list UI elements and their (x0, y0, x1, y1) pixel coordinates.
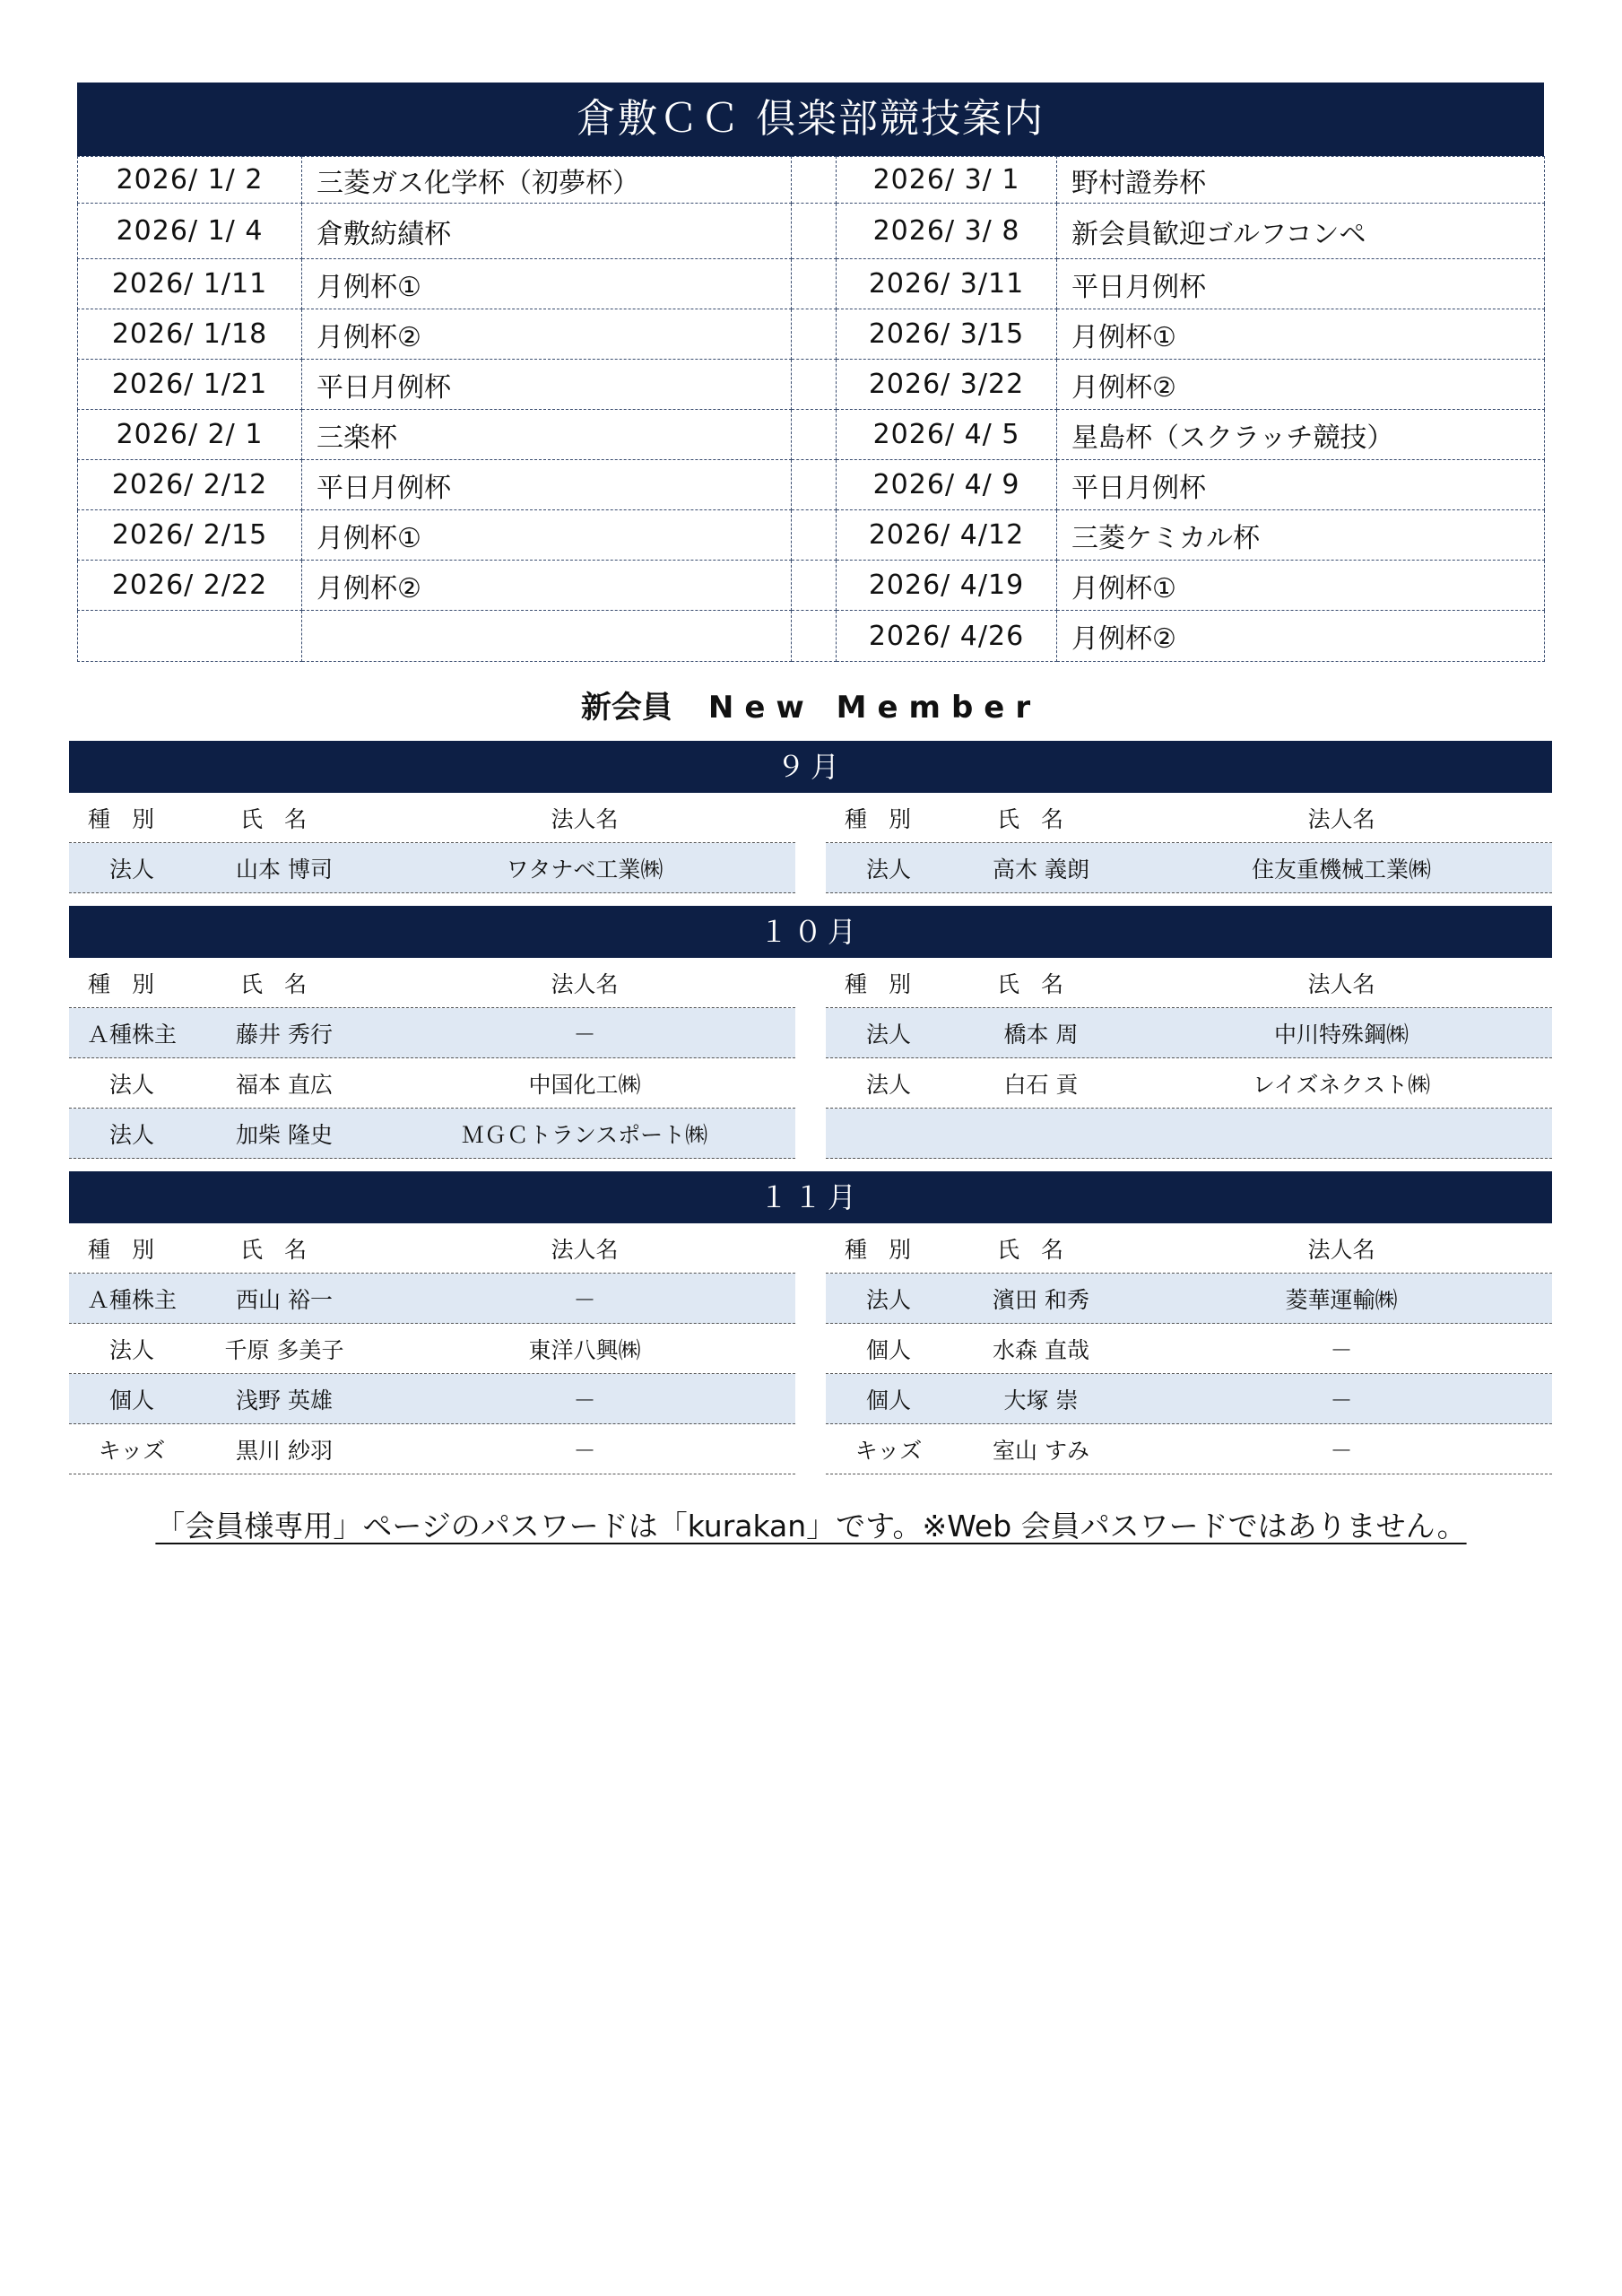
member-type: 法人 (108, 1121, 154, 1148)
header-company: 法人名 (1307, 970, 1375, 997)
member-header-row (826, 793, 1552, 843)
member-type: 法人 (865, 1021, 911, 1048)
member-company: － (573, 1387, 596, 1413)
member-type: 法人 (865, 1071, 911, 1098)
member-company: レイズネクスト㈱ (1252, 1071, 1431, 1098)
competition-schedule (77, 83, 1544, 662)
member-name: 水森 直哉 (993, 1336, 1089, 1363)
competition-row (78, 309, 1545, 360)
member-type: キッズ (98, 1437, 166, 1464)
member-row (826, 1274, 1552, 1324)
competition-event: 星島杯（スクラッチ競技） (1057, 410, 1545, 460)
competition-row (78, 460, 1545, 510)
header-company: 法人名 (1307, 1236, 1375, 1263)
header-type: 種別 (87, 970, 176, 997)
member-row (826, 1008, 1552, 1058)
competition-date: 2026/ 4/19 (837, 561, 1057, 611)
member-type: 個人 (108, 1387, 154, 1413)
new-member-heading-en: New Member (707, 690, 1042, 726)
new-member-list (69, 741, 1552, 1474)
member-name: 西山 裕一 (236, 1286, 333, 1313)
member-name: 千原 多美子 (224, 1336, 344, 1363)
header-name: 氏名 (239, 970, 328, 997)
header-name: 氏名 (996, 1236, 1085, 1263)
competition-row (78, 611, 1545, 662)
member-column-left (69, 1223, 795, 1474)
header-company: 法人名 (551, 805, 619, 832)
competition-date: 2026/ 4/26 (837, 611, 1057, 662)
competition-event: 平日月例杯 (1057, 259, 1545, 309)
competition-spacer (792, 259, 837, 309)
member-row (826, 1109, 1552, 1159)
member-row (826, 1374, 1552, 1424)
member-type: 法人 (108, 1336, 154, 1363)
member-type: 法人 (108, 856, 154, 883)
member-company: － (573, 1437, 596, 1464)
member-row (69, 1109, 795, 1159)
member-company: － (1330, 1336, 1353, 1363)
member-row (69, 1008, 795, 1058)
member-row (69, 1374, 795, 1424)
header-type: 種別 (844, 1236, 932, 1263)
competition-event: 月例杯② (302, 561, 792, 611)
competition-event: 野村證券杯 (1057, 157, 1545, 204)
month-section (69, 906, 1552, 1159)
member-type: 法人 (865, 856, 911, 883)
header-type: 種別 (844, 805, 932, 832)
member-type: 個人 (865, 1336, 911, 1363)
member-company: － (1330, 1387, 1353, 1413)
member-header-row (69, 1223, 795, 1274)
competition-row (78, 561, 1545, 611)
competition-date: 2026/ 1/ 2 (78, 157, 302, 204)
member-column-right (826, 1223, 1552, 1474)
member-company: － (1330, 1437, 1353, 1464)
password-note-text: 「会員様専用」ページのパスワードは「kurakan」です。※Web 会員パスワードではありません。 (155, 1509, 1467, 1544)
header-name: 氏名 (239, 805, 328, 832)
competition-event: 平日月例杯 (302, 360, 792, 410)
competition-event: 月例杯② (1057, 360, 1545, 410)
member-row (826, 1424, 1552, 1474)
member-type: Ａ種株主 (86, 1286, 177, 1313)
competition-spacer (792, 204, 837, 259)
competition-date: 2026/ 2/12 (78, 460, 302, 510)
header-type: 種別 (844, 970, 932, 997)
competition-spacer (792, 460, 837, 510)
member-row (69, 1324, 795, 1374)
member-type: 法人 (865, 1286, 911, 1313)
competition-event (302, 611, 792, 662)
member-row (69, 843, 795, 893)
competition-row (78, 157, 1545, 204)
member-company: 菱華運輸㈱ (1285, 1286, 1398, 1313)
competition-event: 三菱ガス化学杯（初夢杯） (302, 157, 792, 204)
member-name: 橋本 周 (1003, 1021, 1079, 1048)
competition-spacer (792, 510, 837, 561)
member-name: 白石 貢 (1003, 1071, 1079, 1098)
competition-date: 2026/ 4/ 5 (837, 410, 1057, 460)
competition-date: 2026/ 3/ 1 (837, 157, 1057, 204)
competition-date: 2026/ 3/11 (837, 259, 1057, 309)
competition-date: 2026/ 1/21 (78, 360, 302, 410)
header-company: 法人名 (1307, 805, 1375, 832)
member-row (826, 1324, 1552, 1374)
month-section (69, 1171, 1552, 1474)
competition-event: 月例杯① (302, 510, 792, 561)
competition-date: 2026/ 3/15 (837, 309, 1057, 360)
header-company: 法人名 (551, 970, 619, 997)
new-member-heading (0, 683, 1622, 732)
new-member-heading-jp: 新会員 (580, 690, 672, 726)
competition-row (78, 510, 1545, 561)
competition-event: 月例杯② (1057, 611, 1545, 662)
competition-spacer (792, 561, 837, 611)
competition-spacer (792, 410, 837, 460)
competition-date: 2026/ 1/18 (78, 309, 302, 360)
member-row (69, 1058, 795, 1109)
member-company: － (573, 1021, 596, 1048)
header-company: 法人名 (551, 1236, 619, 1263)
competition-date: 2026/ 2/15 (78, 510, 302, 561)
competition-event: 月例杯② (302, 309, 792, 360)
header-type: 種別 (87, 1236, 176, 1263)
member-name: 山本 博司 (236, 856, 333, 883)
member-type: 個人 (865, 1387, 911, 1413)
member-row (69, 1274, 795, 1324)
competition-date: 2026/ 3/22 (837, 360, 1057, 410)
member-name: 室山 すみ (993, 1437, 1089, 1464)
competition-row (78, 410, 1545, 460)
header-name: 氏名 (239, 1236, 328, 1263)
member-header-row (69, 793, 795, 843)
member-row (826, 843, 1552, 893)
competition-spacer (792, 611, 837, 662)
member-column-left (69, 793, 795, 893)
member-name: 黒川 紗羽 (236, 1437, 333, 1464)
member-name: 福本 直広 (236, 1071, 333, 1098)
month-label: １１月 (69, 1171, 1552, 1223)
competition-event: 新会員歓迎ゴルフコンペ (1057, 204, 1545, 259)
competition-event: 月例杯① (1057, 561, 1545, 611)
member-type: Ａ種株主 (86, 1021, 177, 1048)
month-label: ９月 (69, 741, 1552, 793)
competition-event: 倉敷紡績杯 (302, 204, 792, 259)
member-header-row (826, 1223, 1552, 1274)
member-name: 浅野 英雄 (236, 1387, 333, 1413)
member-row (69, 1424, 795, 1474)
competition-date: 2026/ 1/11 (78, 259, 302, 309)
member-column-right (826, 958, 1552, 1159)
competition-date: 2026/ 3/ 8 (837, 204, 1057, 259)
competition-date: 2026/ 2/ 1 (78, 410, 302, 460)
member-type: キッズ (854, 1437, 923, 1464)
member-name: 加柴 隆史 (236, 1121, 333, 1148)
competition-event: 月例杯① (302, 259, 792, 309)
competition-row (78, 360, 1545, 410)
competition-spacer (792, 360, 837, 410)
competition-table (77, 156, 1545, 662)
month-label: １０月 (69, 906, 1552, 958)
member-header-row (69, 958, 795, 1008)
member-company: ワタナベ工業㈱ (506, 856, 664, 883)
competition-event: 三楽杯 (302, 410, 792, 460)
member-company: 中国化工㈱ (528, 1071, 641, 1098)
password-note (0, 1503, 1622, 1545)
member-company: － (573, 1286, 596, 1313)
competition-date: 2026/ 1/ 4 (78, 204, 302, 259)
header-type: 種別 (87, 805, 176, 832)
member-name: 藤井 秀行 (236, 1021, 333, 1048)
member-company: 住友重機械工業㈱ (1251, 856, 1431, 883)
member-name: 大塚 崇 (1003, 1387, 1079, 1413)
competition-event: 月例杯① (1057, 309, 1545, 360)
member-name: 高木 義朗 (993, 856, 1089, 883)
member-company: 中川特殊鋼㈱ (1273, 1021, 1409, 1048)
competition-event: 平日月例杯 (302, 460, 792, 510)
header-name: 氏名 (996, 805, 1085, 832)
competition-event: 平日月例杯 (1057, 460, 1545, 510)
competition-date: 2026/ 4/ 9 (837, 460, 1057, 510)
header-name: 氏名 (996, 970, 1085, 997)
month-section (69, 741, 1552, 893)
competition-row (78, 204, 1545, 259)
member-row (826, 1058, 1552, 1109)
member-column-left (69, 958, 795, 1159)
member-header-row (826, 958, 1552, 1008)
competition-date: 2026/ 4/12 (837, 510, 1057, 561)
member-name: 濱田 和秀 (993, 1286, 1089, 1313)
competition-spacer (792, 157, 837, 204)
member-company: ＭＧＣトランスポート㈱ (461, 1121, 708, 1148)
competition-date (78, 611, 302, 662)
competition-date: 2026/ 2/22 (78, 561, 302, 611)
competition-title: 倉敷ＣＣ 倶楽部競技案内 (77, 83, 1544, 156)
competition-event: 三菱ケミカル杯 (1057, 510, 1545, 561)
member-company: 東洋八興㈱ (528, 1336, 641, 1363)
member-type: 法人 (108, 1071, 154, 1098)
member-column-right (826, 793, 1552, 893)
competition-spacer (792, 309, 837, 360)
competition-row (78, 259, 1545, 309)
